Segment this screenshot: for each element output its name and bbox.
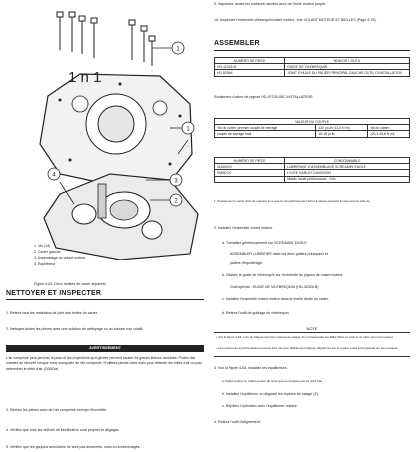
right-column — [210, 0, 416, 452]
right-step-2b-tool: Outil spécial : GUIDE DE VILEBREQUIN (HD-42326-B) — [230, 285, 319, 289]
tools-footer: Roulement d'arbre de pignon HD-97225-55C INSTALLATEUR — [214, 95, 313, 99]
right-step-2: 2. Installez l'ensemble volant moteur. — [214, 226, 273, 230]
note-rule-top — [214, 332, 410, 333]
left-step-3: 3. Séchez les pièces avec de l'air comprimé exempt d'humidité. — [6, 408, 107, 412]
legend-1: 1. Vis (14) — [34, 244, 51, 248]
right-step-3b: b. Installez l'équilibreur en alignant les repères de calage (2). — [222, 392, 319, 396]
balancer-shaft — [72, 204, 96, 224]
assemble-rule — [214, 50, 410, 51]
torque-header: VALEUR DU COUPLE — [215, 119, 410, 125]
table-row: couple de serrage final 15-19 pi-lb (20,3-25,8 N·m) — [215, 131, 410, 137]
note-1: • Voir la figure 4-64. Lors de l'alignement des repères de calage, les correspondre les Balis Tailor ce total et un carré pour tout moteur. — [216, 335, 394, 339]
table-row: HD-42326-B GUIDE DE VILEBREQUIN — [215, 64, 410, 70]
crankshaft — [98, 184, 106, 218]
figure-caption: Figure 4-63. Deux moitiés de carter séparées — [34, 282, 107, 286]
heading-rule — [6, 299, 204, 300]
note-title: NOTE — [306, 326, 318, 331]
assemble-heading: ASSEMBLER — [214, 40, 260, 47]
table-row: 11300002 LUBRIFIANT D'ASSEMBLAGE SCREAMIN' EAGLE — [215, 164, 410, 170]
left-step-2: 2. Nettoyez toutes les pièces avec une solution de nettoyage ou un solvant non volatil. — [6, 327, 144, 331]
right-step-2b: b. Glissez le guide de vilebrequin sur l'extrémité du pignon de volant moteur. — [222, 273, 344, 277]
legend-4: 4. Équilibreur — [34, 262, 56, 266]
callout-text-3: 3 — [174, 178, 178, 185]
consumables-table — [214, 157, 410, 183]
legend-2: 2. Carter gauche — [34, 250, 61, 254]
right-step-3: 3. Voir la figure 4-64. Installez les équilibreurs. — [214, 366, 288, 370]
tools-table — [214, 57, 410, 77]
right-step-3a: a. Faites tourner le volant moteur de sorte que le marquée soit au point bas — [222, 379, 323, 383]
right-step-2a-cont2: paliers d'équilibrage. — [230, 261, 263, 265]
figure-big-label: 1 n 1 — [68, 69, 102, 86]
table-row: Vis du carter, premier couple de serrage 120 po-lb (13,6 N·m) vis du carter, — [215, 125, 410, 131]
right-step-2a-cont1: ASSEMBLER LUBRIFIER dans les deux paliers principaux et — [230, 252, 328, 256]
left-step-5: 5. Vérifiez que les goujons annulaires ne sont pas desserrés, usés ou endommagés. — [6, 445, 141, 449]
right-step-2c: c. Installez l'ensemble volant moteur dans le moitié droite du carter. — [222, 297, 329, 301]
legend-3: 3. Assemblage du volant moteur — [34, 256, 86, 260]
right-step-2a: a. Travaillez généreusement sur SCREAMIN' EAGLE — [222, 241, 307, 245]
callout-text-1b: 1 — [186, 126, 190, 133]
tools-header-part: NUMÉRO DE PIÈCE — [215, 58, 285, 64]
right-step-9: 9. Vaporisez toutes les surfaces usinées avec de l'huile moteur propre. — [214, 2, 327, 6]
right-step-1: 1. Positionnez le carter droit de manière à ce que le compartiment de l'arbre à cames soit face à vous avec le côté de — [214, 199, 370, 203]
consumables-header-name: CONSOMMABLE — [285, 158, 410, 164]
callout-text-4: 4 — [52, 172, 56, 179]
table-row: 99650-02 LYCÉE HARLEY-DAVIDSON — [215, 170, 410, 176]
left-step-4: 4. Vérifiez que tous les orifices de lubrification sont propres et dégagés. — [6, 428, 120, 432]
callout-text-1a: 1 — [176, 46, 180, 53]
callout-text-2: 2 — [174, 198, 178, 205]
consumables-header-part: NUMÉRO DE PIÈCE — [215, 158, 285, 164]
clean-inspect-heading: NETTOYER ET INSPECTER — [6, 290, 102, 297]
tools-header-name: NOM DE L'OUTIL — [285, 58, 410, 64]
warning-text: L'air comprimé peut perforer la peau et les projections qu'il génère peuvent causer de graves lésions oculaires. Portez des lunettes de sécurité lorsque vous manipulez de l'air comprimé. N'utilisez jamais votre main pour détecter les fuites d'air ou pour déterminer le débit d'air. (00061a) — [6, 356, 203, 371]
right-step-2d: d. Retirez l'outil de guidage du vilebrequin. — [222, 311, 290, 315]
bolt-head — [57, 12, 63, 17]
crankcase-figure — [20, 4, 210, 260]
note-rule-bottom — [214, 356, 410, 357]
crankcase-illustration — [20, 4, 210, 260]
torque-table — [214, 118, 410, 138]
right-step-10: 10. Inspectez l'ensemble vilebrequin/volant moteur. Voir VOLANT MOTEUR ET BIELLES (Page 4-75). — [214, 18, 377, 22]
note-2: • Les repères de synchronisation peuvent être mis plus difficilement aligner. Alignez les sur le repère à des point gauche sur les pourquoi. — [216, 346, 399, 350]
right-step-3c: c. Répétez l'opération avec l'équilibreur restant. — [222, 404, 298, 408]
table-row: HD-52064 JOINT D'HUILE DU PALIER PRINCIPAL GAUCHE OUTIL D'INSTALLATION — [215, 70, 410, 76]
left-step-1: 1. Retirez tous les matériaux de joint des brides du carter. — [6, 311, 98, 315]
table-row: Mastic haute performance - Gris — [215, 176, 410, 182]
warning-banner: AVERTISSEMENT — [6, 345, 204, 352]
right-step-4: 4. Retirez l'outil d'alignement. — [214, 420, 261, 424]
